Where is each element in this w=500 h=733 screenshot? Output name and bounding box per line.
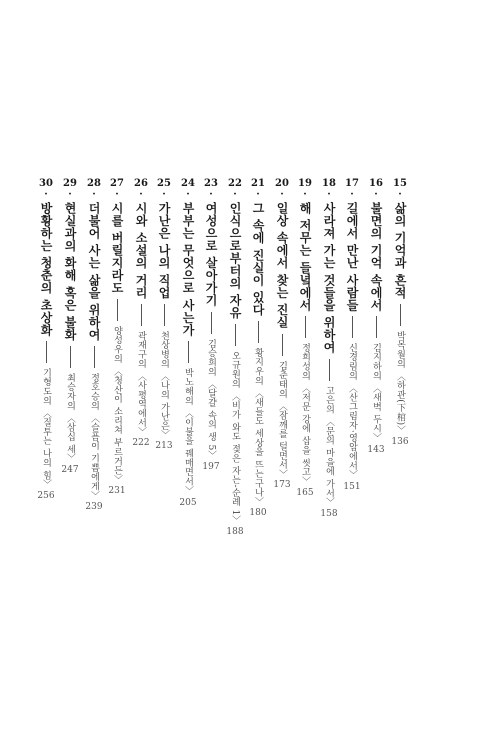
entry-page: 205 — [179, 497, 197, 508]
entry-author: 최승자의 〈삼십 세〉 — [65, 373, 75, 464]
entry-dash — [46, 341, 47, 363]
entry-author: 신경림의 〈산그림자·영암에서〉 — [347, 343, 357, 480]
toc-entry — [130, 178, 152, 449]
entry-author: 박목월의 〈하관(下棺)〉 — [395, 330, 405, 435]
entry-dot: · — [68, 189, 72, 200]
entry-number: 25 — [157, 178, 171, 189]
toc-entry — [106, 178, 128, 497]
entry-dash — [282, 334, 283, 356]
entry-title: 시를 버릴지라도 — [110, 202, 124, 295]
toc-entry — [83, 178, 105, 513]
entry-page: 256 — [37, 491, 55, 502]
entry-title: 사라져 가는 것들을 위하여 — [322, 202, 336, 354]
entry-number: 16 — [369, 178, 383, 189]
entry-title: 부부는 무엇으로 사는가 — [181, 202, 195, 337]
entry-dot: · — [44, 189, 48, 200]
entry-dot: · — [92, 189, 96, 200]
entry-title: 더불어 사는 삶을 위하여 — [87, 202, 101, 342]
entry-page: 247 — [61, 465, 79, 476]
entry-title: 불면의 기억 속에서 — [369, 202, 383, 312]
entry-author: 김춘태의 〈잠깨를 털면서〉 — [277, 360, 287, 479]
toc-entry — [318, 178, 340, 520]
entry-dash — [70, 346, 71, 368]
toc-entry — [177, 178, 199, 509]
entry-dash — [258, 321, 259, 343]
entry-author: 고은의 〈문의 마을에 가서〉 — [324, 385, 334, 507]
toc-entry — [271, 178, 293, 491]
entry-dot: · — [350, 189, 354, 200]
toc-entry — [341, 178, 363, 493]
entry-dot: · — [115, 189, 119, 200]
entry-page: 180 — [249, 508, 267, 519]
entry-dash — [305, 316, 306, 338]
entry-number: 29 — [63, 178, 77, 189]
entry-author: 기형도의 〈질투는 나의 힘〉 — [41, 368, 51, 490]
entry-dot: · — [209, 189, 213, 200]
toc-entry — [224, 178, 246, 538]
entry-title: 일상 속에서 찾는 진실 — [275, 202, 289, 329]
toc-entry — [153, 178, 175, 452]
entry-dot: · — [233, 189, 237, 200]
entry-title: 방황하는 청춘의 초상화 — [39, 202, 53, 337]
entry-title: 시와 소설의 거리 — [134, 202, 148, 299]
entry-page: 197 — [202, 461, 220, 472]
entry-number: 28 — [87, 178, 101, 189]
entry-dot: · — [374, 189, 378, 200]
entry-author: 박노해의 〈이불을 꿰매면서〉 — [183, 368, 193, 496]
entry-dash — [211, 312, 212, 334]
entry-dot: · — [186, 189, 190, 200]
entry-title: 여성으로 살아가기 — [204, 202, 218, 307]
entry-author: 황지우의 〈새들도 세상을 뜨는구나〉 — [253, 348, 263, 507]
entry-title: 인식으로부터의 자유 — [228, 202, 242, 320]
entry-dash — [188, 341, 189, 363]
entry-dash — [235, 324, 236, 346]
entry-number: 17 — [345, 178, 359, 189]
toc-entry — [365, 178, 387, 456]
entry-dash — [164, 304, 165, 326]
entry-dash — [94, 346, 95, 368]
entry-dot: · — [162, 189, 166, 200]
entry-number: 15 — [393, 178, 407, 189]
entry-page: 143 — [367, 444, 385, 455]
entry-author: 정호승의 〈슬픔이 기쁨에게〉 — [89, 373, 99, 501]
entry-page: 231 — [108, 486, 126, 497]
entry-page: 136 — [391, 436, 409, 447]
toc-entry — [247, 178, 269, 519]
entry-number: 20 — [275, 178, 289, 189]
entry-dash — [376, 316, 377, 338]
toc-entry — [59, 178, 81, 476]
entry-author: 천상병의 〈나의 가난은〉 — [159, 330, 169, 440]
entry-title: 해 저무는 들녘에서 — [298, 202, 312, 312]
entry-number: 30 — [39, 178, 53, 189]
toc-entry — [294, 178, 316, 499]
entry-dot: · — [256, 189, 260, 200]
entry-page: 173 — [273, 480, 291, 491]
entry-title: 삶의 기억과 흔적 — [393, 202, 407, 299]
entry-dot: · — [303, 189, 307, 200]
entry-dash — [400, 304, 401, 326]
entry-number: 27 — [110, 178, 124, 189]
entry-dash — [352, 316, 353, 338]
entry-dot: · — [139, 189, 143, 200]
entry-title: 현실과의 화해 혹은 불화 — [63, 202, 77, 342]
toc-entry — [35, 178, 57, 502]
entry-dot: · — [327, 189, 331, 200]
entry-title: 그 속에 진실이 있다 — [251, 202, 265, 317]
entry-page: 239 — [85, 502, 103, 513]
entry-page: 158 — [320, 508, 338, 519]
entry-number: 19 — [298, 178, 312, 189]
entry-number: 18 — [322, 178, 336, 189]
entry-author: 곽재구의 〈사평역에서〉 — [136, 330, 146, 437]
toc-entry — [389, 178, 411, 448]
entry-page: 165 — [296, 488, 314, 499]
entry-page: 188 — [226, 527, 244, 538]
entry-title: 길에서 만난 사람들 — [345, 202, 359, 312]
entry-author: 김지하의 〈새벽 두시〉 — [371, 343, 381, 443]
entry-author: 김승희의 〈달걀 속의 생 5〉 — [206, 338, 216, 460]
entry-number: 26 — [134, 178, 148, 189]
entry-page: 213 — [155, 441, 173, 452]
entry-author: 양성우의 〈청산이 소리쳐 부르거든〉 — [112, 326, 122, 485]
entry-number: 22 — [228, 178, 242, 189]
entry-dot: · — [398, 189, 402, 200]
entry-title: 가난은 나의 직업 — [157, 202, 171, 299]
entry-dot: · — [280, 189, 284, 200]
toc-entry — [200, 178, 222, 473]
entry-number: 23 — [204, 178, 218, 189]
entry-number: 24 — [181, 178, 195, 189]
entry-dash — [329, 359, 330, 381]
entry-number: 21 — [251, 178, 265, 189]
entry-dash — [117, 299, 118, 321]
entry-page: 222 — [132, 438, 150, 449]
entry-dash — [141, 304, 142, 326]
entry-author: 오규원의 〈비가 와도 젖은 자는-순례 1〉 — [230, 351, 240, 526]
entry-author: 정희성의 〈저문 강에 삽을 씻고〉 — [300, 343, 310, 487]
entry-page: 151 — [343, 481, 361, 492]
